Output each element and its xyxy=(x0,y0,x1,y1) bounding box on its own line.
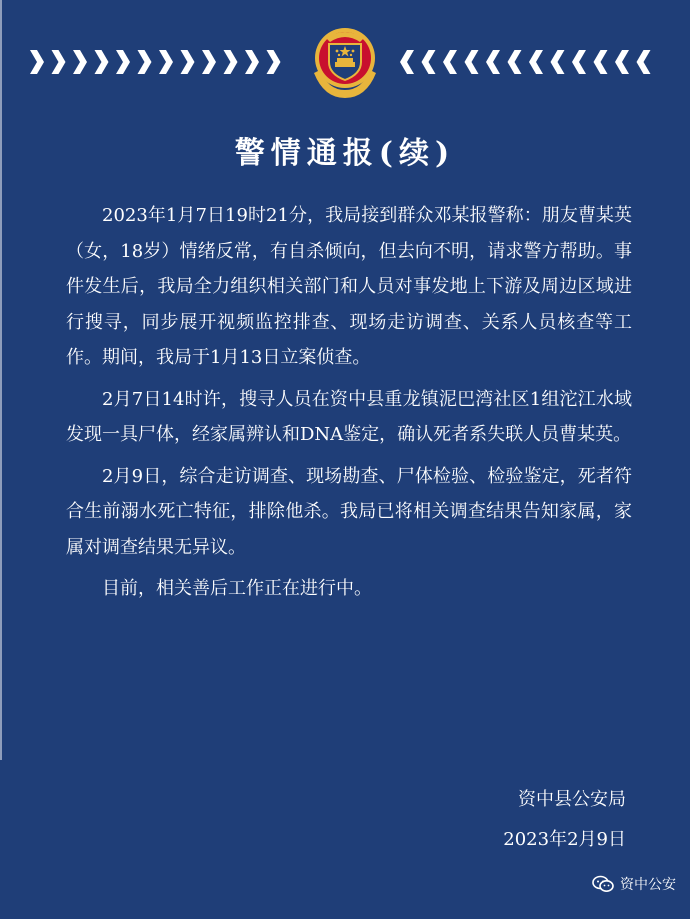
chevron-mark xyxy=(486,50,500,74)
right-chevron-decoration xyxy=(398,48,660,76)
chevron-mark xyxy=(73,50,87,74)
paragraph-conclusion: 2月9日，综合走访调查、现场勘查、尸体检验、检验鉴定，死者符合生前溺水死亡特征，排除他杀。我局已将相关调查结果告知家属，家属对调查结果无异议。 xyxy=(66,465,632,558)
wechat-watermark xyxy=(592,874,676,894)
issue-date: 2023年2月9日 xyxy=(503,829,626,850)
chevron-mark xyxy=(138,50,152,74)
chevron-mark xyxy=(30,50,44,74)
issuer-name: 资中县公安局 xyxy=(518,789,626,810)
chevron-mark xyxy=(116,50,130,74)
chevron-mark xyxy=(572,50,586,74)
notice-body xyxy=(66,198,632,613)
notice-title: 警情通报(续) xyxy=(234,136,456,171)
chevron-mark xyxy=(202,50,216,74)
chevron-mark xyxy=(224,50,238,74)
wechat-icon xyxy=(592,875,614,893)
chevron-mark xyxy=(465,50,479,74)
paragraph-status: 目前，相关善后工作正在进行中。 xyxy=(102,578,372,599)
chevron-mark xyxy=(594,50,608,74)
chevron-mark xyxy=(529,50,543,74)
chevron-mark xyxy=(181,50,195,74)
chevron-mark xyxy=(508,50,522,74)
chevron-mark xyxy=(615,50,629,74)
paragraph-discovery: 2月7日14时许，搜寻人员在资中县重龙镇泥巴湾社区1组沱江水域发现一具尸体，经家属辨认和DNA鉴定，确认死者系失联人员曹某英。 xyxy=(66,388,632,445)
police-badge-emblem-icon xyxy=(304,18,386,100)
chevron-mark xyxy=(551,50,565,74)
paragraph-incident: 2023年1月7日19时21分，我局接到群众邓某报警称：朋友曹某英（女，18岁）情绪反常，有自杀倾向，但去向不明，请求警方帮助。事件发生后，我局全力组织相关部门和人员对事发地上下游及周边区域进行搜寻，同步展开视频监控排查、现场走访调查、关系人员核查等工作。期间，我局于1月13日立案侦查。 xyxy=(66,205,632,368)
chevron-mark xyxy=(637,50,651,74)
chevron-mark xyxy=(400,50,414,74)
chevron-mark xyxy=(159,50,173,74)
chevron-mark xyxy=(245,50,259,74)
watermark-label: 资中公安 xyxy=(620,877,676,893)
chevron-mark xyxy=(267,50,281,74)
page-edge-line xyxy=(0,0,2,760)
chevron-mark xyxy=(422,50,436,74)
chevron-mark xyxy=(443,50,457,74)
chevron-mark xyxy=(95,50,109,74)
chevron-mark xyxy=(52,50,66,74)
signature-block xyxy=(503,780,626,860)
left-chevron-decoration xyxy=(28,48,290,76)
